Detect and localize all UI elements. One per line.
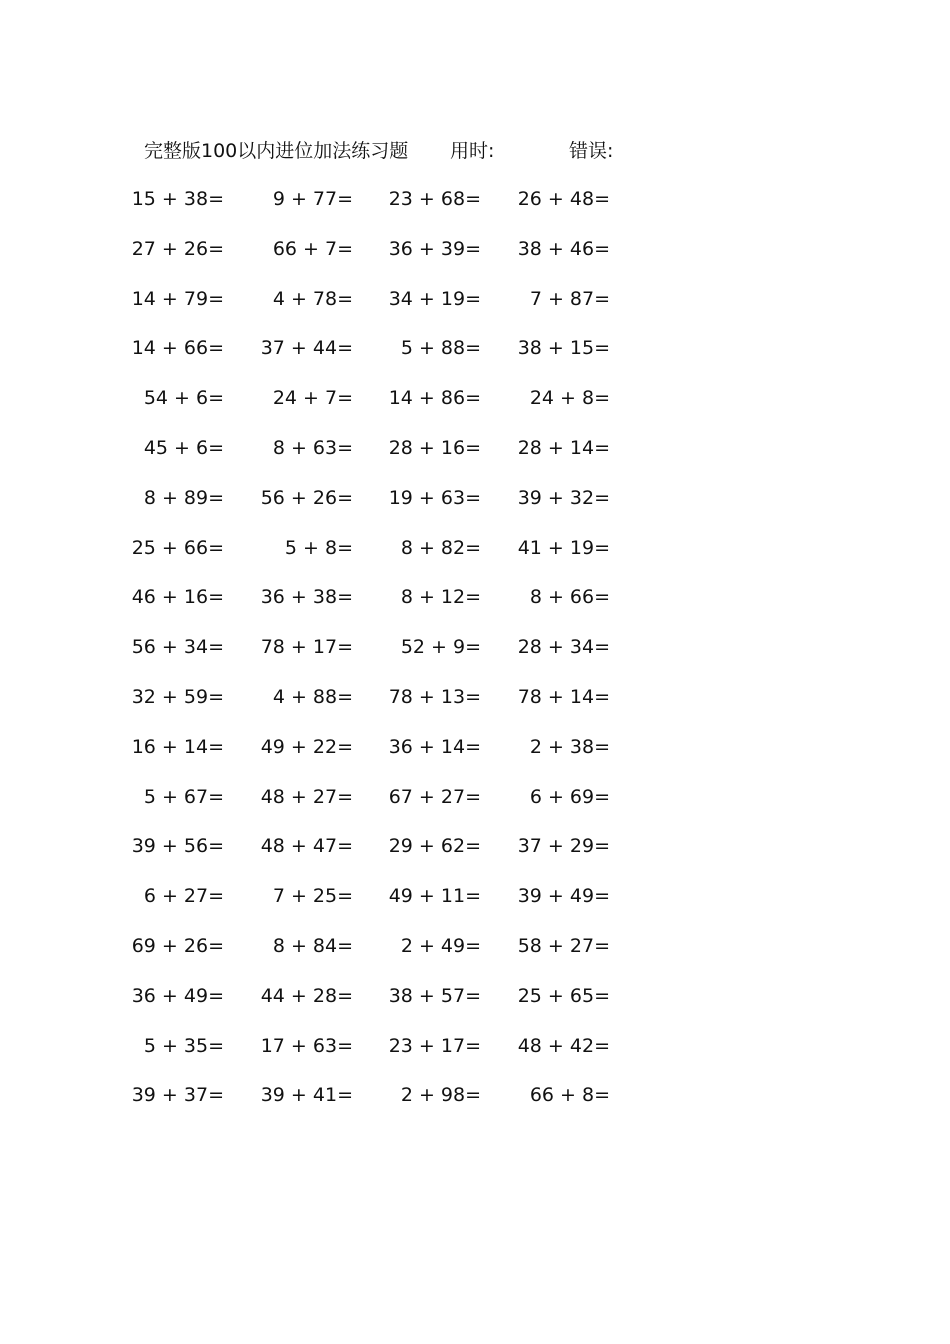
problem-item: 28 + 34= [517, 636, 610, 659]
problem-row [0, 684, 950, 734]
problem-item: 8 + 12= [400, 586, 481, 609]
problem-item: 69 + 26= [131, 934, 224, 957]
problem-item: 2 + 38= [529, 735, 610, 758]
problem-item: 7 + 25= [272, 885, 353, 908]
time-label: 用时: [450, 140, 495, 162]
problem-item: 78 + 14= [517, 685, 610, 708]
problem-row [0, 933, 950, 983]
problem-item: 37 + 44= [260, 337, 353, 360]
problem-item: 14 + 86= [388, 387, 481, 410]
problem-item: 8 + 89= [143, 486, 224, 509]
problem-item: 6 + 27= [143, 885, 224, 908]
error-label: 错误: [569, 140, 614, 162]
problem-row [0, 286, 950, 336]
problem-item: 38 + 15= [517, 337, 610, 360]
problem-item: 56 + 26= [260, 486, 353, 509]
problem-item: 34 + 19= [388, 287, 481, 310]
problem-item: 27 + 26= [131, 237, 224, 260]
problem-item: 46 + 16= [131, 586, 224, 609]
problem-row [0, 883, 950, 933]
problem-grid [0, 186, 950, 1132]
problem-row [0, 186, 950, 236]
problem-row [0, 335, 950, 385]
problem-item: 8 + 84= [272, 934, 353, 957]
problem-item: 5 + 35= [143, 1034, 224, 1057]
problem-row [0, 584, 950, 634]
problem-item: 8 + 63= [272, 436, 353, 459]
problem-item: 5 + 67= [143, 785, 224, 808]
problem-row [0, 485, 950, 535]
problem-item: 36 + 14= [388, 735, 481, 758]
problem-row [0, 784, 950, 834]
problem-item: 44 + 28= [260, 984, 353, 1007]
problem-item: 38 + 57= [388, 984, 481, 1007]
problem-item: 9 + 77= [272, 188, 353, 210]
problem-item: 48 + 47= [260, 835, 353, 858]
problem-item: 36 + 38= [260, 586, 353, 609]
problem-item: 66 + 7= [272, 237, 353, 260]
problem-item: 14 + 66= [131, 337, 224, 360]
problem-item: 19 + 63= [388, 486, 481, 509]
problem-item: 58 + 27= [517, 934, 610, 957]
problem-row [0, 535, 950, 585]
problem-item: 16 + 14= [131, 735, 224, 758]
problem-item: 39 + 41= [260, 1084, 353, 1107]
problem-item: 36 + 39= [388, 237, 481, 260]
problem-item: 49 + 22= [260, 735, 353, 758]
problem-item: 28 + 14= [517, 436, 610, 459]
problem-item: 17 + 63= [260, 1034, 353, 1057]
problem-item: 54 + 6= [143, 387, 224, 410]
problem-item: 36 + 49= [131, 984, 224, 1007]
problem-item: 39 + 32= [517, 486, 610, 509]
problem-item: 23 + 17= [388, 1034, 481, 1057]
problem-item: 2 + 98= [400, 1084, 481, 1107]
problem-item: 26 + 48= [517, 188, 610, 210]
problem-item: 5 + 8= [284, 536, 353, 559]
problem-item: 38 + 46= [517, 237, 610, 260]
worksheet-title: 完整版100以内进位加法练习题 [144, 140, 409, 162]
problem-item: 29 + 62= [388, 835, 481, 858]
problem-item: 4 + 88= [272, 685, 353, 708]
problem-item: 39 + 37= [131, 1084, 224, 1107]
problem-item: 67 + 27= [388, 785, 481, 808]
problem-item: 4 + 78= [272, 287, 353, 310]
problem-item: 78 + 17= [260, 636, 353, 659]
problem-item: 52 + 9= [400, 636, 481, 659]
worksheet-header [144, 138, 644, 164]
problem-row [0, 983, 950, 1033]
problem-row [0, 435, 950, 485]
problem-item: 5 + 88= [400, 337, 481, 360]
problem-row [0, 236, 950, 286]
problem-item: 32 + 59= [131, 685, 224, 708]
problem-row [0, 833, 950, 883]
problem-item: 45 + 6= [143, 436, 224, 459]
problem-item: 56 + 34= [131, 636, 224, 659]
problem-item: 8 + 66= [529, 586, 610, 609]
problem-item: 2 + 49= [400, 934, 481, 957]
problem-item: 25 + 65= [517, 984, 610, 1007]
problem-row [0, 1033, 950, 1083]
problem-item: 41 + 19= [517, 536, 610, 559]
problem-item: 8 + 82= [400, 536, 481, 559]
problem-item: 23 + 68= [388, 188, 481, 210]
problem-item: 78 + 13= [388, 685, 481, 708]
problem-item: 7 + 87= [529, 287, 610, 310]
problem-row [0, 634, 950, 684]
problem-row [0, 734, 950, 784]
problem-item: 48 + 27= [260, 785, 353, 808]
problem-item: 28 + 16= [388, 436, 481, 459]
problem-item: 25 + 66= [131, 536, 224, 559]
problem-item: 15 + 38= [131, 188, 224, 210]
problem-item: 39 + 49= [517, 885, 610, 908]
problem-item: 66 + 8= [529, 1084, 610, 1107]
problem-item: 24 + 8= [529, 387, 610, 410]
problem-item: 48 + 42= [517, 1034, 610, 1057]
problem-item: 49 + 11= [388, 885, 481, 908]
problem-item: 37 + 29= [517, 835, 610, 858]
problem-row [0, 385, 950, 435]
problem-item: 6 + 69= [529, 785, 610, 808]
problem-item: 39 + 56= [131, 835, 224, 858]
problem-row [0, 1082, 950, 1132]
problem-item: 24 + 7= [272, 387, 353, 410]
problem-item: 14 + 79= [131, 287, 224, 310]
